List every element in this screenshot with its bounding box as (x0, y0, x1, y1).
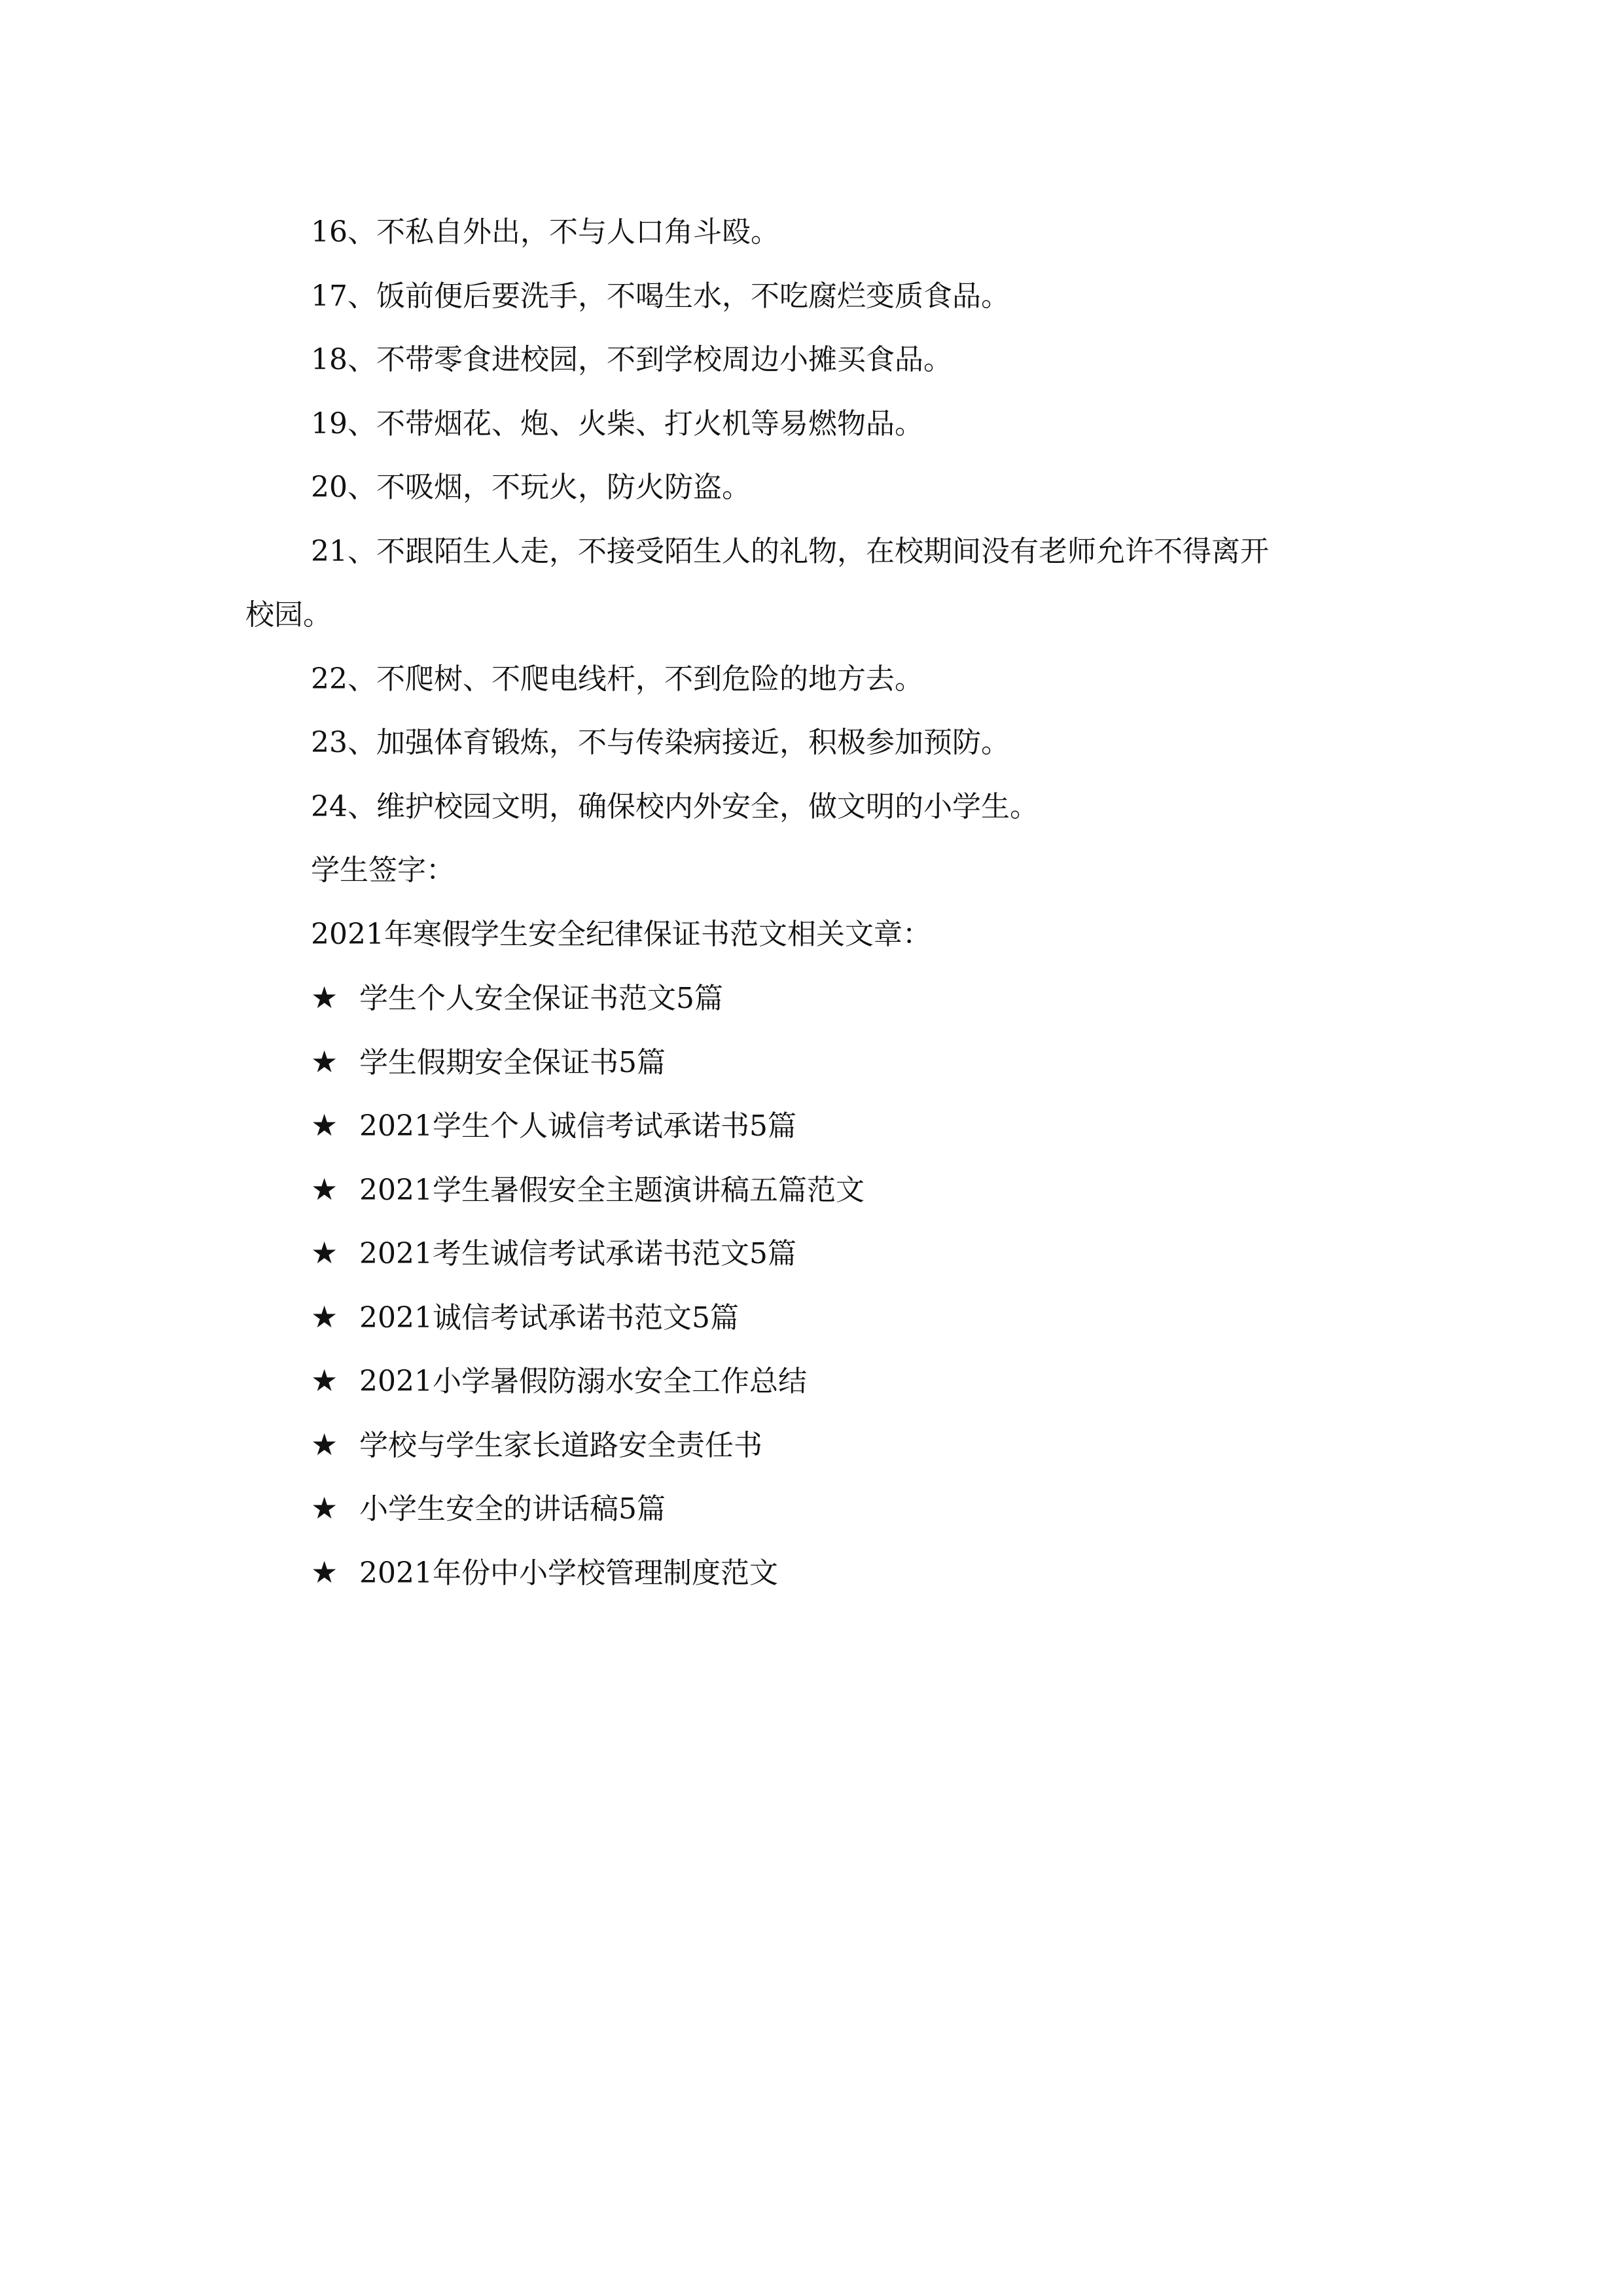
related-article-title[interactable]: 小学生安全的讲话稿5篇 (359, 1492, 666, 1526)
related-article-link[interactable] (245, 1285, 1378, 1350)
star-icon: ★ (311, 980, 338, 1015)
related-article-title[interactable]: 2021诚信考试承诺书范文5篇 (359, 1300, 739, 1335)
rule-item-23: 23、加强体育锻炼，不与传染病接近，积极参加预防。 (311, 726, 1010, 759)
star-icon: ★ (311, 1490, 338, 1526)
related-article-link[interactable] (245, 1221, 1378, 1285)
signature-label: 学生签字： (311, 853, 455, 887)
related-article-title[interactable]: 学校与学生家长道路安全责任书 (359, 1428, 762, 1462)
related-article-link[interactable] (245, 1413, 1378, 1477)
document-body (245, 200, 1378, 1604)
related-article-title[interactable]: 学生个人安全保证书范文5篇 (359, 982, 723, 1015)
related-article-link[interactable] (245, 1158, 1378, 1222)
related-article-link[interactable] (245, 966, 1378, 1030)
star-icon: ★ (311, 1426, 338, 1462)
related-article-link[interactable] (245, 1094, 1378, 1158)
related-article-link[interactable] (245, 1541, 1378, 1605)
star-icon: ★ (311, 1363, 338, 1398)
related-article-link[interactable] (245, 1030, 1378, 1094)
rule-item-20: 20、不吸烟，不玩火，防火防盗。 (311, 471, 751, 504)
related-article-link[interactable] (245, 1477, 1378, 1541)
related-article-title[interactable]: 2021学生暑假安全主题演讲稿五篇范文 (359, 1173, 865, 1207)
rule-item-21-line2: 校园。 (245, 598, 332, 632)
star-icon: ★ (311, 1299, 338, 1335)
star-icon: ★ (311, 1171, 338, 1207)
related-article-title[interactable]: 2021学生个人诚信考试承诺书5篇 (359, 1109, 796, 1143)
star-icon: ★ (311, 1235, 338, 1270)
rule-item-17: 17、饭前便后要洗手，不喝生水，不吃腐烂变质食品。 (311, 279, 1010, 313)
rule-item-22: 22、不爬树、不爬电线杆，不到危险的地方去。 (311, 662, 923, 696)
rule-item-19: 19、不带烟花、炮、火柴、打火机等易燃物品。 (311, 406, 923, 440)
star-icon: ★ (311, 1043, 338, 1079)
related-article-link[interactable] (245, 1349, 1378, 1413)
rule-item-24: 24、维护校园文明，确保校内外安全，做文明的小学生。 (311, 789, 1039, 823)
rule-item-21-line1: 21、不跟陌生人走，不接受陌生人的礼物，在校期间没有老师允许不得离开 (311, 534, 1269, 568)
rule-item-16: 16、不私自外出，不与人口角斗殴。 (311, 215, 779, 249)
related-article-title[interactable]: 2021年份中小学校管理制度范文 (359, 1556, 778, 1590)
star-icon: ★ (311, 1554, 338, 1590)
related-article-title[interactable]: 学生假期安全保证书5篇 (359, 1045, 666, 1079)
related-article-title[interactable]: 2021小学暑假防溺水安全工作总结 (359, 1365, 807, 1398)
rule-item-18: 18、不带零食进校园，不到学校周边小摊买食品。 (311, 343, 952, 376)
related-article-title[interactable]: 2021考生诚信考试承诺书范文5篇 (359, 1237, 796, 1270)
related-articles-heading: 2021年寒假学生安全纪律保证书范文相关文章： (311, 917, 931, 951)
star-icon: ★ (311, 1107, 338, 1143)
